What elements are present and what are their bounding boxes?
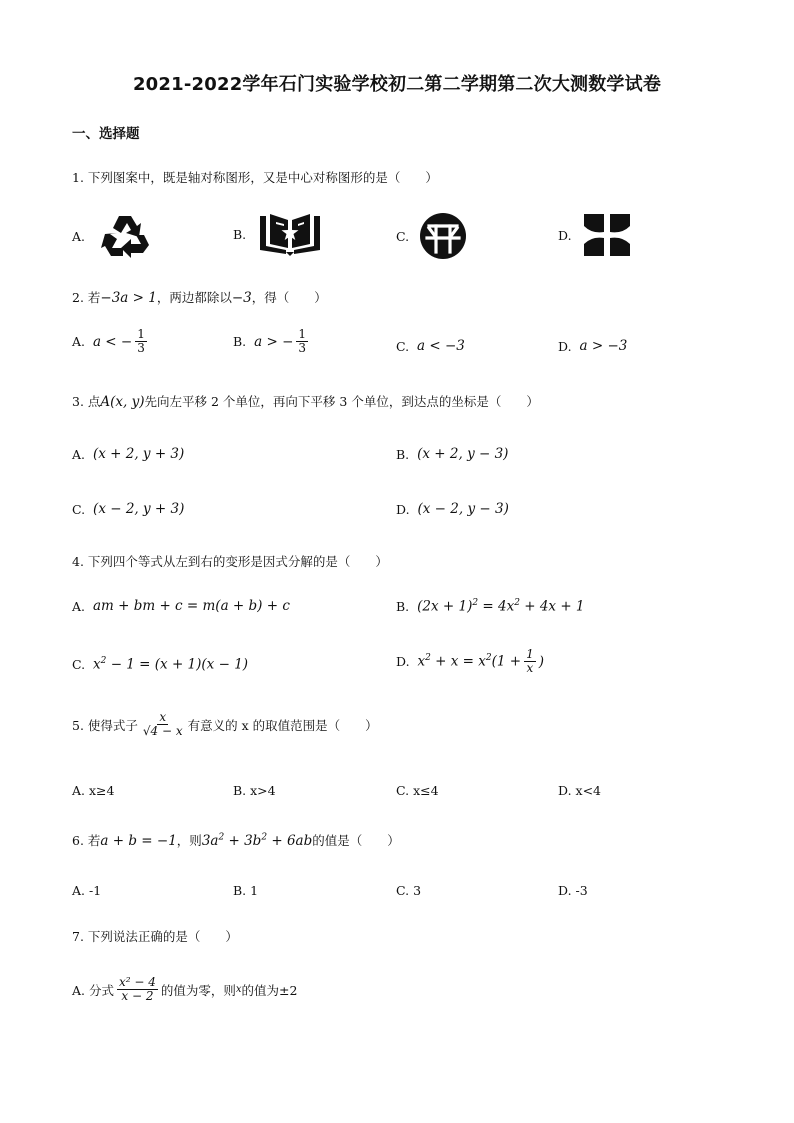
math-part: + 3b — [224, 833, 262, 849]
option-label: B. — [396, 598, 410, 614]
option-label: A. — [72, 446, 86, 462]
q4-option-b — [396, 598, 585, 615]
question-1-stem: 1. 下列图案中，既是轴对称图形，又是中心对称图形的是（ ） — [72, 170, 438, 185]
denominator: 3 — [137, 341, 145, 355]
option-math: (x + 2, y + 3) — [92, 446, 185, 462]
denominator: 3 — [298, 341, 307, 355]
math-part: + x = x — [430, 653, 486, 670]
math-part: x — [235, 984, 242, 995]
option-math — [417, 598, 584, 615]
option-text: A. 分式 — [72, 982, 114, 998]
stem-text: 的值是（ ） — [312, 833, 400, 848]
question-5-stem — [72, 711, 378, 738]
section-heading: 一、选择题 — [72, 126, 140, 142]
option-math: a < − — [92, 333, 133, 350]
q1-option-a — [72, 212, 151, 260]
q3-option-c — [72, 501, 184, 517]
math-part: 3a — [201, 833, 219, 849]
stem-text: 先向左平移 2 个单位，再向下平移 3 个单位，到达点的坐标是（ ） — [144, 394, 539, 409]
math-part: = 4x — [478, 598, 515, 615]
option-label: A. — [72, 598, 86, 614]
math-part: − 1 = (x + 1)(x − 1) — [106, 656, 249, 673]
option-text: 的值为零，则 — [160, 982, 236, 998]
option-math: a > −3 — [579, 338, 628, 354]
option-math — [93, 656, 248, 673]
fraction — [141, 711, 185, 738]
option-label: C. — [396, 228, 410, 244]
q2-option-d — [558, 338, 627, 354]
q2-option-a — [72, 328, 150, 355]
q1-option-b — [233, 212, 322, 256]
question-6-stem — [72, 831, 400, 849]
stem-text: ，得（ ） — [251, 290, 327, 305]
q5-option-a: A. x≥4 — [72, 783, 115, 798]
option-label: A. — [72, 228, 86, 244]
stem-math: a + b = −1 — [100, 833, 177, 849]
denominator: √4 − x — [142, 724, 183, 738]
stem-math: −3 — [231, 290, 252, 306]
option-text: 的值为±2 — [241, 982, 298, 998]
numerator: x² − 4 — [118, 975, 156, 989]
denominator: x − 2 — [121, 989, 154, 1003]
fraction — [135, 328, 147, 355]
exponent: 2 — [218, 832, 225, 843]
q3-option-b — [396, 446, 508, 462]
option-label: D. — [396, 654, 410, 669]
q7-option-a — [72, 976, 297, 1003]
option-math: (x − 2, y − 3) — [417, 501, 509, 517]
q4-option-c — [72, 656, 248, 673]
q6-option-b: B. 1 — [233, 883, 259, 898]
option-label: D. — [396, 501, 410, 517]
fraction — [117, 976, 158, 1003]
q6-option-d: D. -3 — [558, 883, 588, 898]
stem-text: 5. 使得式子 — [72, 717, 138, 733]
q5-option-d: D. x<4 — [558, 783, 601, 798]
option-math: (x + 2, y − 3) — [417, 446, 509, 462]
fraction — [524, 648, 536, 675]
q2-option-b — [233, 328, 311, 355]
math-part: x — [93, 656, 101, 673]
math-part: x — [417, 653, 426, 670]
q5-option-c: C. x≤4 — [396, 783, 439, 798]
exponent: 2 — [472, 598, 479, 608]
stem-math: A(x, y) — [100, 394, 145, 410]
stem-text: 6. 若 — [72, 833, 101, 848]
option-label: B. — [233, 334, 247, 349]
fraction — [296, 328, 308, 355]
math-part: (1 + — [491, 653, 522, 670]
book-star-icon — [258, 212, 322, 256]
option-label: D. — [558, 338, 572, 354]
numerator: x — [159, 710, 167, 724]
exponent: 2 — [425, 653, 431, 664]
exponent: 2 — [514, 598, 520, 608]
q4-option-d — [396, 648, 544, 675]
denominator: x — [526, 661, 534, 675]
option-label: B. — [396, 446, 410, 462]
q4-option-a — [72, 598, 290, 614]
option-label: C. — [396, 338, 410, 354]
question-3-stem — [72, 392, 539, 410]
option-label: C. — [72, 501, 86, 517]
numerator: 1 — [526, 647, 534, 661]
q1-option-d — [558, 212, 632, 258]
numerator: 1 — [137, 327, 145, 341]
stem-text: 2. 若 — [72, 290, 101, 305]
math-part: (2x + 1) — [417, 598, 473, 615]
stem-text: ，两边都除以 — [156, 290, 232, 305]
q3-option-d — [396, 501, 509, 517]
stem-math: −3a > 1 — [100, 290, 157, 306]
question-4-stem: 4. 下列四个等式从左到右的变形是因式分解的是（ ） — [72, 554, 388, 569]
q1-option-c — [396, 212, 467, 260]
exponent: 2 — [100, 656, 107, 666]
recycle-icon — [101, 212, 151, 260]
q3-option-a — [72, 446, 184, 462]
stem-text: ，则 — [176, 833, 202, 848]
question-7-stem: 7. 下列说法正确的是（ ） — [72, 929, 238, 944]
option-math: a < −3 — [417, 338, 465, 354]
metro-logo-icon — [419, 212, 467, 260]
stem-text: 有意义的 x 的取值范围是（ ） — [187, 717, 378, 733]
numerator: 1 — [298, 327, 307, 341]
option-math: a > − — [254, 333, 294, 350]
option-label: C. — [72, 656, 86, 672]
q5-option-b: B. x>4 — [233, 783, 276, 798]
q2-option-c — [396, 338, 465, 354]
math-part: + 6ab — [267, 833, 313, 849]
option-math — [418, 653, 522, 670]
option-label: D. — [558, 227, 572, 243]
math-part: ) — [538, 653, 545, 670]
option-math: am + bm + c = m(a + b) + c — [92, 598, 290, 614]
option-label: A. — [72, 334, 86, 349]
exponent: 2 — [485, 653, 492, 664]
math-part: + 4x + 1 — [519, 598, 585, 615]
exponent: 2 — [261, 832, 268, 843]
stem-math — [202, 833, 312, 849]
q6-option-c: C. 3 — [396, 883, 422, 898]
stem-text: 3. 点 — [72, 394, 101, 409]
option-math: (x − 2, y + 3) — [93, 501, 185, 517]
page-title: 2021-2022学年石门实验学校初二第二学期第二次大测数学试卷 — [132, 74, 662, 95]
pinwheel-squares-icon — [582, 212, 632, 258]
option-label: B. — [233, 226, 247, 242]
question-2-stem — [72, 288, 327, 306]
q6-option-a: A. -1 — [72, 883, 102, 898]
